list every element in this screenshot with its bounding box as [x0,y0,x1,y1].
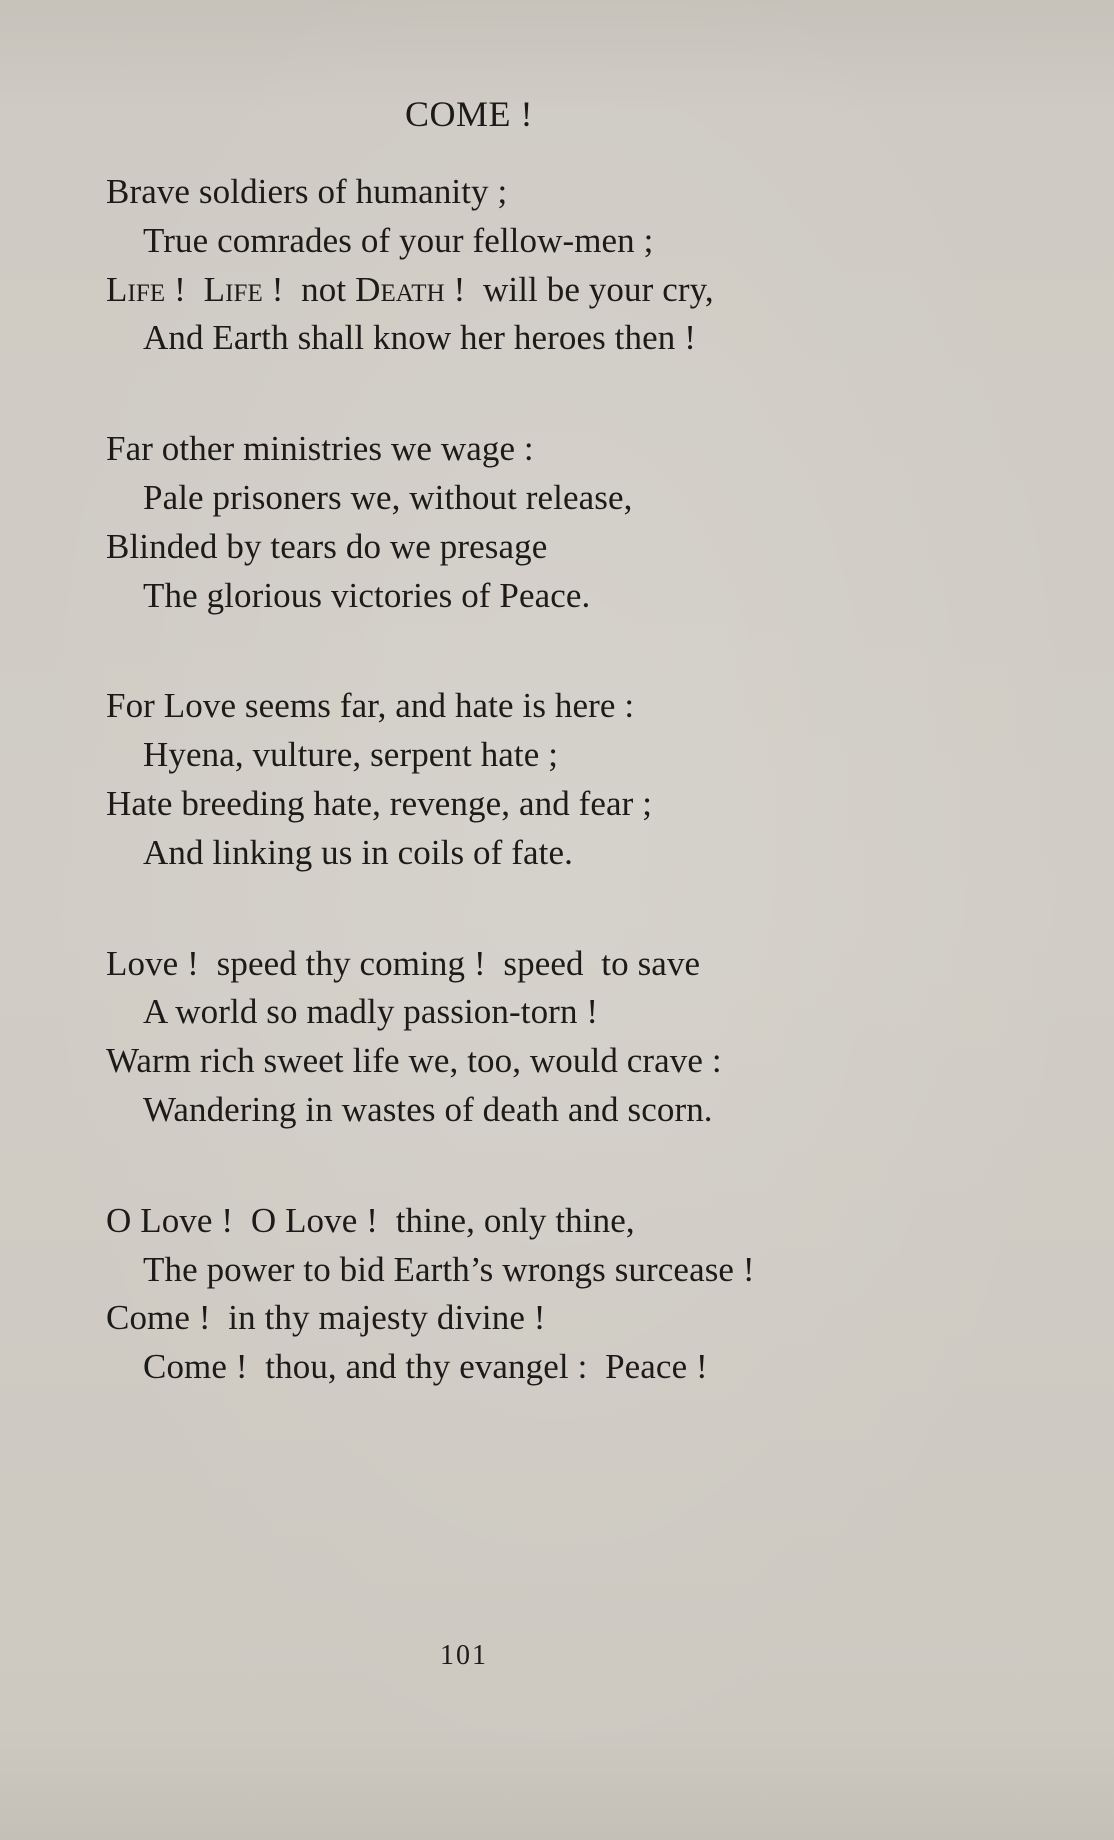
small-caps-life: Life [106,269,166,309]
stanza-3 [106,682,1006,877]
line-segment: ! [165,269,204,309]
poem-line: For Love seems far, and hate is here : [106,686,635,726]
poem-line: Blinded by tears do we presage [106,526,548,566]
poem-line: Love ! speed thy coming ! speed to save [106,943,701,983]
stanza-1 [106,168,1006,363]
poem-line: And linking us in coils of fate. [143,832,573,872]
stanza-4 [106,940,1006,1135]
poem-line: Come ! in thy majesty divine ! [106,1298,546,1338]
poem-line: Hate breeding hate, revenge, and fear ; [106,783,653,823]
line-segment: ! will be your cry, [444,269,714,309]
poem-body [106,168,1006,1454]
poem-line: Brave soldiers of humanity ; [106,172,508,211]
poem-line: Wandering in wastes of death and scorn. [143,1089,713,1129]
stanza-2 [106,425,1006,620]
poem-line: The glorious victories of Peace. [143,575,591,615]
poem-line: The power to bid Earth’s wrongs surcease ! [143,1249,755,1289]
page-number: 101 [440,1640,488,1671]
small-caps-life: Life [203,269,263,309]
poem-line: O Love ! O Love ! thine, only thine, [106,1200,635,1240]
stanza-5 [106,1197,1006,1392]
poem-line: And Earth shall know her heroes then ! [143,318,696,358]
poem-line: A world so madly passion-torn ! [143,992,599,1032]
poem-line: True comrades of your fellow-men ; [143,220,654,260]
line-segment: ! not [262,269,356,309]
poem-line-life-death [106,266,1006,315]
small-caps-death: Death [355,269,445,309]
poem-line: Warm rich sweet life we, too, would crave : [106,1041,722,1081]
poem-line: Hyena, vulture, serpent hate ; [143,735,559,775]
poem-line: Come ! thou, and thy evangel : Peace ! [143,1347,708,1387]
poem-title: COME ! [405,94,533,134]
poem-line: Pale prisoners we, without release, [143,477,633,517]
poem-line: Far other ministries we wage : [106,429,534,469]
